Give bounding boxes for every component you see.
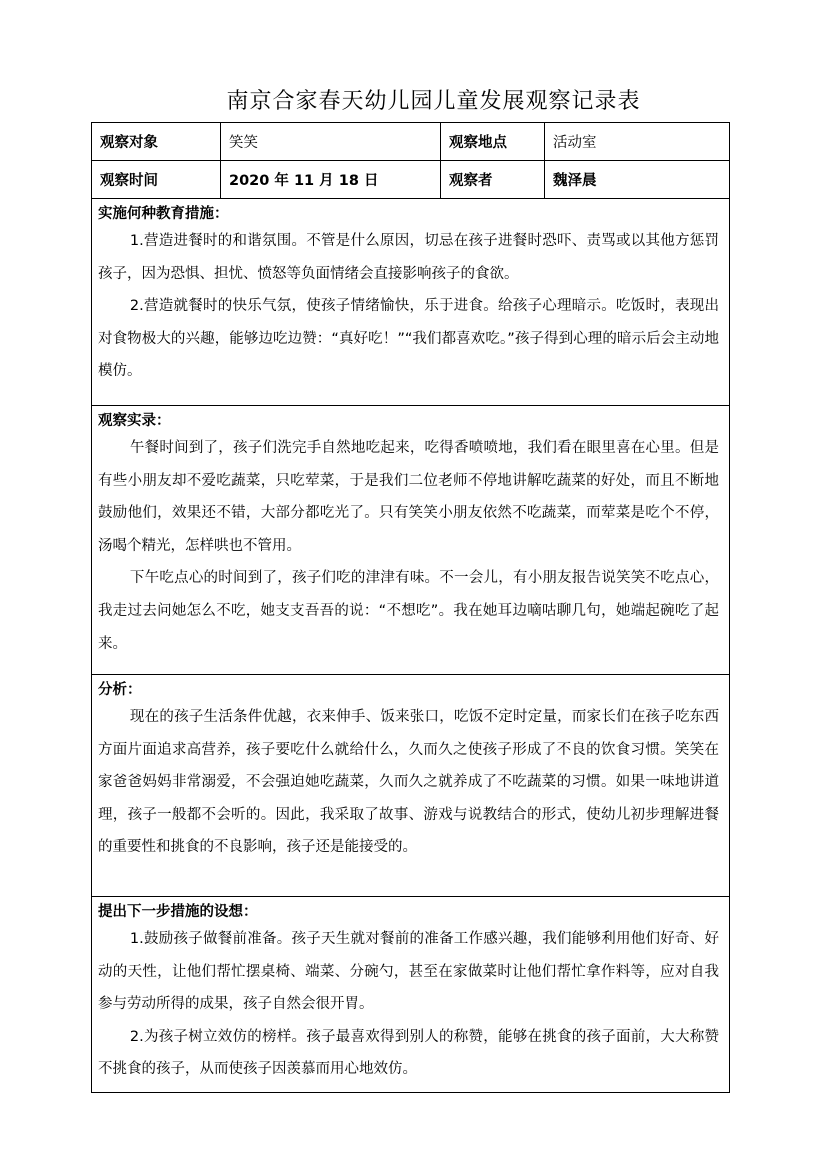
observer-label: 观察者 xyxy=(441,161,545,199)
location-value: 活动室 xyxy=(545,123,730,161)
analysis-paragraph-1: 现在的孩子生活条件优越，衣来伸手、饭来张口，吃饭不定时定量，而家长们在孩子吃东西方面片面追求高营养，孩子要吃什么就给什么，久而久之使孩子形成了不良的饮食习惯。笑笑在家爸爸妈妈非常溺爱，不会强迫她吃蔬菜，久而久之就养成了不吃蔬菜的习惯。如果一味地讲道理，孩子一般都不会听的。因此，我采取了故事、游戏与说教结合的形式，使幼儿初步理解进餐的重要性和挑食的不良影响，孩子还是能接受的。 xyxy=(98,709,719,856)
section-next-steps xyxy=(92,897,730,1093)
section-measures xyxy=(92,199,730,406)
observation-form xyxy=(91,122,730,1093)
measures-paragraph-1: 1.营造进餐时的和谐氛围。不管是什么原因，切忌在孩子进餐时恐吓、责骂或以其他方惩罚孩子，因为恐惧、担忧、愤怒等负面情绪会直接影响孩子的食欲。 xyxy=(98,233,719,282)
record-paragraph-1: 午餐时间到了，孩子们洗完手自然地吃起来，吃得香喷喷地，我们看在眼里喜在心里。但是有些小朋友却不爱吃蔬菜，只吃荤菜，于是我们二位老师不停地讲解吃蔬菜的好处，而且不断地鼓励他们，效果还不错，大部分都吃光了。只有笑笑小朋友依然不吃蔬菜，而荤菜是吃个不停，汤喝个精光，怎样哄也不管用。 xyxy=(98,440,719,554)
meta-row-subject xyxy=(92,123,730,161)
subject-value: 笑笑 xyxy=(221,123,441,161)
next-steps-paragraph-1: 1.鼓励孩子做餐前准备。孩子天生就对餐前的准备工作感兴趣，我们能够利用他们好奇、好动的天性，让他们帮忙摆桌椅、端菜、分碗勺，甚至在家做菜时让他们帮忙拿作料等，应对自我参与劳动所得的成果，孩子自然会很开胃。 xyxy=(98,931,719,1013)
measures-paragraph-2: 2.营造就餐时的快乐气氛，使孩子情绪愉快，乐于进食。给孩子心理暗示。吃饭时，表现出对食物极大的兴趣，能够边吃边赞：“真好吃！”“我们都喜欢吃。”孩子得到心理的暗示后会主动地模仿。 xyxy=(98,298,719,380)
time-value: 2020 年 11 月 18 日 xyxy=(221,161,441,199)
observer-value: 魏泽晨 xyxy=(545,161,730,199)
next-steps-title: 提出下一步措施的设想： xyxy=(98,904,258,920)
analysis-title: 分析： xyxy=(98,682,142,698)
subject-label: 观察对象 xyxy=(92,123,221,161)
location-label: 观察地点 xyxy=(441,123,545,161)
meta-row-time xyxy=(92,161,730,199)
section-analysis xyxy=(92,675,730,897)
record-title: 观察实录： xyxy=(98,413,171,429)
page-title: 南京合家春天幼儿园儿童发展观察记录表 xyxy=(226,89,641,114)
measures-title: 实施何种教育措施： xyxy=(98,206,229,222)
section-record xyxy=(92,406,730,675)
record-paragraph-2: 下午吃点心的时间到了，孩子们吃的津津有味。不一会儿，有小朋友报告说笑笑不吃点心，我走过去问她怎么不吃，她支支吾吾的说：“不想吃”。我在她耳边嘀咕聊几句，她端起碗吃了起来。 xyxy=(98,570,719,652)
time-label: 观察时间 xyxy=(92,161,221,199)
next-steps-paragraph-2: 2.为孩子树立效仿的榜样。孩子最喜欢得到别人的称赞，能够在挑食的孩子面前，大大称赞不挑食的孩子，从而使孩子因羡慕而用心地效仿。 xyxy=(98,1028,719,1078)
